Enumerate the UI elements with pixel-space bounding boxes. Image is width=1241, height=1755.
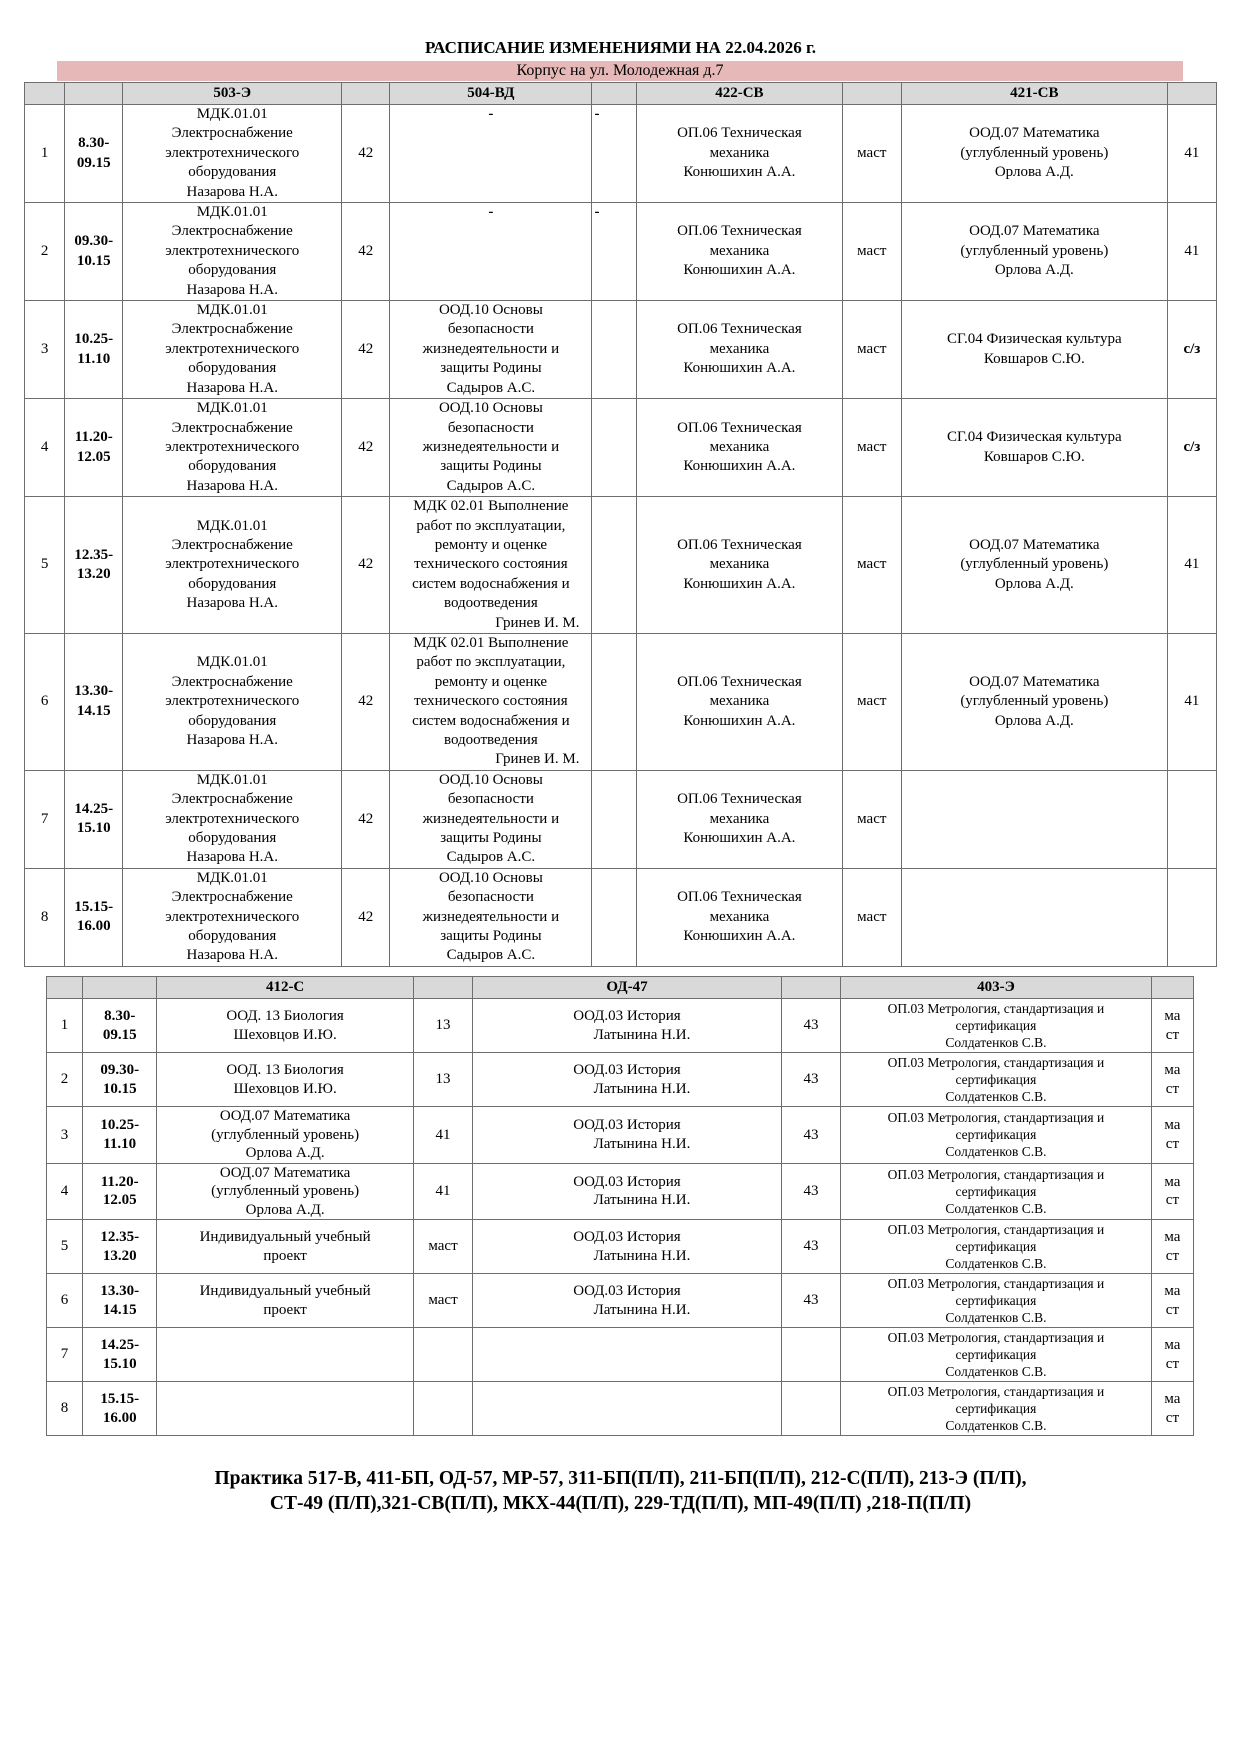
room-cell: 41 [1167,497,1216,634]
lesson-number: 1 [47,999,83,1053]
lesson-cell [841,1053,1152,1107]
table-row [25,105,1217,203]
room-cell [1151,999,1193,1053]
lesson-text: МДК.01.01 Электроснабжение электротехнического оборудования Назарова Н.А. [165,204,300,298]
table-row [47,1274,1194,1328]
lesson-cell [390,399,592,497]
lesson-cell-teacher: Латынина Н.И. [593,1301,691,1318]
lesson-number: 4 [47,1163,83,1220]
lesson-cell [637,301,843,399]
lesson-cell-subject: ООД.03 История [573,1283,681,1299]
practice-line-1: Практика 517-В, 411-БП, ОД-57, МР-57, 311-БП(П/П), 211-БП(П/П), 212-С(П/П), 213-Э (П/П), [214,1468,1027,1489]
lesson-time-text: 09.30- 10.15 [74,233,114,269]
lesson-text: ООД. 13 Биология Шеховцов И.Ю. [226,1062,344,1097]
practice-note [60,1466,1181,1516]
lesson-number: 1 [25,105,65,203]
lesson-cell [123,633,342,770]
lesson-text: ОП.06 Техническая механика Конюшихин А.А. [677,673,802,729]
schedule-table-2 [46,976,1194,1436]
room-cell [592,633,637,770]
lesson-text: ОП.06 Техническая механика Конюшихин А.А. [677,321,802,377]
header-number [47,977,83,999]
lesson-cell-teacher: Латынина Н.И. [593,1192,691,1209]
lesson-time-text: 10.25- 11.10 [74,331,114,367]
room-cell: с/з [1167,399,1216,497]
lesson-cell [473,1053,782,1107]
lesson-cell-teacher: Гринев И. М. [495,751,580,768]
table-row [25,633,1217,770]
lesson-text: МДК.01.01 Электроснабжение электротехнического оборудования Назарова Н.А. [165,869,300,964]
table-header-row [47,977,1194,999]
lesson-cell [390,497,592,634]
lesson-cell-teacher: Латынина Н.И. [593,1135,691,1152]
lesson-cell [841,1163,1152,1220]
table-row [25,868,1217,966]
lesson-cell [390,301,592,399]
lesson-time [83,1163,157,1220]
lesson-time [65,633,123,770]
lesson-time [65,868,123,966]
lesson-text: ООД.07 Математика (углубленный уровень) Орлова А.Д. [960,223,1109,279]
lesson-number: 6 [47,1274,83,1328]
lesson-cell [637,497,843,634]
lesson-text: ОП.03 Метрология, стандартизация и сертификация Солдатенков С.В. [887,1055,1105,1104]
room-text: ма ст [1164,1173,1181,1209]
lesson-cell [901,301,1167,399]
lesson-text: ОП.03 Метрология, стандартизация и сертификация Солдатенков С.В. [887,1384,1105,1433]
room-cell: 13 [413,999,472,1053]
header-room [1167,83,1216,105]
lesson-text: ООД. 13 Биология Шеховцов И.Ю. [226,1008,344,1043]
lesson-number: 7 [25,770,65,868]
header-number [25,83,65,105]
lesson-time [83,1107,157,1164]
room-cell: маст [413,1220,472,1274]
lesson-time-text: 09.30- 10.15 [100,1062,140,1097]
lesson-text: МДК.01.01 Электроснабжение электротехнического оборудования Назарова Н.А. [165,400,300,494]
lesson-cell-teacher: Латынина Н.И. [593,1247,691,1264]
room-cell: 42 [342,497,390,634]
lesson-cell [637,203,843,301]
lesson-text: СГ.04 Физическая культура Ковшаров С.Ю. [947,331,1122,367]
lesson-cell [901,399,1167,497]
table-row [47,999,1194,1053]
lesson-number: 2 [25,203,65,301]
lesson-number: 2 [47,1053,83,1107]
lesson-time [65,497,123,634]
lesson-number: 5 [25,497,65,634]
lesson-text: ОП.03 Метрология, стандартизация и сертификация Солдатенков С.В. [887,1276,1105,1325]
room-cell [592,399,637,497]
lesson-text: ООД.07 Математика (углубленный уровень) Орлова А.Д. [960,125,1109,181]
table-row [47,1328,1194,1382]
lesson-cell [157,999,414,1053]
lesson-cell [473,1163,782,1220]
room-cell: - [592,203,637,301]
header-group: 503-Э [123,83,342,105]
lesson-cell-subject: МДК 02.01 Выполнение работ по эксплуатации, ремонту и оценке технического состояния систем водоснабжения и водоотведения [412,498,570,612]
lesson-text: ОП.06 Техническая механика Конюшихин А.А. [677,223,802,279]
room-cell [781,1382,840,1436]
lesson-number: 3 [47,1107,83,1164]
lesson-cell-subject: ООД.03 История [573,1062,681,1078]
lesson-cell [123,203,342,301]
room-cell [1151,1163,1193,1220]
lesson-cell [637,105,843,203]
lesson-text: ООД.07 Математика (углубленный уровень) Орлова А.Д. [960,673,1109,729]
lesson-cell [901,105,1167,203]
lesson-cell [637,868,843,966]
lesson-cell [901,770,1167,868]
room-text: ма ст [1164,1229,1181,1264]
table-row [47,1107,1194,1164]
lesson-cell-subject: ООД.03 История [573,1117,681,1134]
room-cell [592,301,637,399]
lesson-text: - [488,204,494,221]
lesson-time [83,1274,157,1328]
room-cell [1167,770,1216,868]
lesson-text: ОП.06 Техническая механика Конюшихин А.А. [677,791,802,847]
room-cell: 41 [1167,105,1216,203]
room-cell: 41 [413,1107,472,1164]
lesson-cell [390,868,592,966]
room-cell: 43 [781,1163,840,1220]
lesson-time [65,301,123,399]
lesson-time [83,999,157,1053]
room-cell [592,770,637,868]
lesson-text: МДК.01.01 Электроснабжение электротехнического оборудования Назарова Н.А. [165,106,300,200]
lesson-text: ОП.06 Техническая механика Конюшихин А.А. [677,536,802,592]
room-cell [413,1328,472,1382]
lesson-cell [157,1053,414,1107]
room-cell: 43 [781,1220,840,1274]
lesson-time [65,203,123,301]
lesson-cell [157,1328,414,1382]
lesson-cell [157,1274,414,1328]
lesson-cell [123,399,342,497]
lesson-cell [390,203,592,301]
table-header-row [25,83,1217,105]
lesson-cell [157,1220,414,1274]
lesson-text: ООД.07 Математика (углубленный уровень) Орлова А.Д. [211,1108,360,1161]
lesson-cell [841,1274,1152,1328]
lesson-cell [390,633,592,770]
room-cell: маст [842,203,901,301]
lesson-time [83,1220,157,1274]
lesson-number: 8 [47,1382,83,1436]
lesson-cell [123,770,342,868]
lesson-number: 8 [25,868,65,966]
room-cell: маст [842,770,901,868]
header-group: 421-СВ [901,83,1167,105]
room-cell [413,1382,472,1436]
lesson-text: ООД.10 Основы безопасности жизнедеятельности и защиты Родины Садыров А.С. [422,771,560,866]
lesson-cell [123,497,342,634]
lesson-cell [841,1107,1152,1164]
table-row [25,399,1217,497]
lesson-number: 4 [25,399,65,497]
lesson-time-text: 14.25- 15.10 [100,1337,140,1372]
lesson-cell [637,633,843,770]
room-cell: маст [842,633,901,770]
lesson-cell [637,770,843,868]
lesson-number: 6 [25,633,65,770]
lesson-text: ОП.06 Техническая механика Конюшихин А.А. [677,419,802,475]
lesson-text: СГ.04 Физическая культура Ковшаров С.Ю. [947,429,1122,465]
header-group: ОД-47 [473,977,782,999]
lesson-cell [473,1274,782,1328]
lesson-cell [473,1382,782,1436]
room-cell: маст [842,105,901,203]
campus-banner: Корпус на ул. Молодежная д.7 [57,61,1183,81]
lesson-text: ОП.03 Метрология, стандартизация и сертификация Солдатенков С.В. [887,1001,1105,1050]
header-time [65,83,123,105]
lesson-cell [901,868,1167,966]
room-cell [781,1328,840,1382]
lesson-text: МДК.01.01 Электроснабжение электротехнического оборудования Назарова Н.А. [165,771,300,866]
room-text: ма ст [1164,1337,1181,1372]
room-cell: 42 [342,399,390,497]
lesson-cell [637,399,843,497]
room-cell: 42 [342,105,390,203]
lesson-cell-subject: ООД.03 История [573,1229,681,1245]
room-cell: 43 [781,999,840,1053]
lesson-time-text: 8.30- 09.15 [102,1008,137,1043]
lesson-text: ОП.03 Метрология, стандартизация и сертификация Солдатенков С.В. [887,1330,1105,1379]
lesson-time-text: 8.30- 09.15 [76,135,111,171]
room-cell: маст [842,301,901,399]
lesson-text: ОП.06 Техническая механика Конюшихин А.А. [677,125,802,181]
room-cell: маст [842,497,901,634]
room-cell [1151,1107,1193,1164]
lesson-cell-subject: ООД.03 История [573,1008,681,1024]
lesson-time-text: 14.25- 15.10 [74,800,114,837]
room-cell: 42 [342,301,390,399]
lesson-cell [473,999,782,1053]
table-row [25,203,1217,301]
table-row [47,1382,1194,1436]
lesson-cell [157,1382,414,1436]
room-cell: с/з [1167,301,1216,399]
lesson-text: Индивидуальный учебный проект [199,1229,371,1264]
lesson-text: ООД.07 Математика (углубленный уровень) Орлова А.Д. [960,536,1109,592]
room-cell: 43 [781,1107,840,1164]
lesson-time-text: 11.20- 12.05 [100,1173,139,1209]
lesson-cell [841,1328,1152,1382]
room-cell: маст [842,868,901,966]
room-cell [1151,1382,1193,1436]
lesson-text: - [488,106,494,122]
lesson-time-text: 15.15- 16.00 [100,1391,140,1426]
room-cell: 41 [413,1163,472,1220]
lesson-time-text: 11.20- 12.05 [74,429,113,465]
header-room [842,83,901,105]
table-row [25,497,1217,634]
lesson-text: ООД.07 Математика (углубленный уровень) Орлова А.Д. [211,1164,360,1218]
lesson-cell [123,868,342,966]
room-cell: 42 [342,203,390,301]
lesson-cell [473,1220,782,1274]
lesson-text: ООД.10 Основы безопасности жизнедеятельности и защиты Родины Садыров А.С. [422,400,560,494]
lesson-cell [157,1163,414,1220]
lesson-text: ОП.03 Метрология, стандартизация и сертификация Солдатенков С.В. [887,1110,1105,1160]
lesson-number: 3 [25,301,65,399]
lesson-time [65,770,123,868]
lesson-cell-teacher: Гринев И. М. [495,614,580,631]
page-title: РАСПИСАНИЕ ИЗМЕНЕНИЯМИ НА 22.04.2026 г. [424,38,817,57]
lesson-time-text: 10.25- 11.10 [100,1117,140,1152]
room-cell: 42 [342,633,390,770]
lesson-text: МДК.01.01 Электроснабжение электротехнического оборудования Назарова Н.А. [165,654,300,748]
lesson-cell [157,1107,414,1164]
room-cell: 43 [781,1274,840,1328]
lesson-cell [841,1382,1152,1436]
room-text: ма ст [1164,1283,1181,1318]
room-text: ма ст [1164,1391,1181,1426]
room-cell [1151,1053,1193,1107]
header-room [592,83,637,105]
lesson-time-text: 15.15- 16.00 [74,898,114,935]
lesson-text: ОП.03 Метрология, стандартизация и сертификация Солдатенков С.В. [887,1166,1105,1216]
header-group: 412-С [157,977,414,999]
lesson-text: МДК.01.01 Электроснабжение электротехнического оборудования Назарова Н.А. [165,517,300,612]
lesson-cell [123,105,342,203]
lesson-cell-subject: ООД.03 История [573,1173,681,1190]
header-room [781,977,840,999]
lesson-time [83,1382,157,1436]
lesson-time [83,1328,157,1382]
header-room [342,83,390,105]
header-group: 422-СВ [637,83,843,105]
table-row [25,770,1217,868]
lesson-cell [841,1220,1152,1274]
room-cell: 41 [1167,203,1216,301]
schedule-table-1 [24,82,1217,967]
header-group: 504-ВД [390,83,592,105]
lesson-text: МДК.01.01 Электроснабжение электротехнического оборудования Назарова Н.А. [165,302,300,396]
practice-line-2: СТ-49 (П/П),321-СВ(П/П), МКХ-44(П/П), 229-ТД(П/П), МП-49(П/П) ,218-П(П/П) [269,1493,972,1514]
lesson-cell [901,497,1167,634]
room-cell [1151,1274,1193,1328]
room-cell: 13 [413,1053,472,1107]
lesson-cell-subject: МДК 02.01 Выполнение работ по эксплуатации, ремонту и оценке технического состояния систем водоснабжения и водоотведения [412,634,570,748]
lesson-cell [473,1328,782,1382]
lesson-text: ОП.03 Метрология, стандартизация и сертификация Солдатенков С.В. [887,1222,1105,1271]
lesson-time [65,105,123,203]
lesson-cell-teacher: Латынина Н.И. [593,1026,691,1043]
lesson-cell [901,203,1167,301]
lesson-time-text: 12.35- 13.20 [74,546,114,583]
header-time [83,977,157,999]
room-cell: 43 [781,1053,840,1107]
lesson-time [83,1053,157,1107]
room-cell [1151,1328,1193,1382]
lesson-cell [390,770,592,868]
room-text: ма ст [1164,1008,1181,1043]
room-cell: 41 [1167,633,1216,770]
lesson-text: ООД.10 Основы безопасности жизнедеятельности и защиты Родины Садыров А.С. [422,869,560,964]
lesson-cell [123,301,342,399]
room-cell: 42 [342,868,390,966]
table-row [47,1220,1194,1274]
lesson-cell [901,633,1167,770]
room-cell [1167,868,1216,966]
room-cell: - [592,105,637,203]
table-row [25,301,1217,399]
table-row [47,1163,1194,1220]
room-cell: маст [413,1274,472,1328]
lesson-time-text: 13.30- 14.15 [74,683,114,719]
lesson-time [65,399,123,497]
lesson-text: ООД.10 Основы безопасности жизнедеятельности и защиты Родины Садыров А.С. [422,302,560,396]
room-cell: 42 [342,770,390,868]
room-cell [592,868,637,966]
room-text: ма ст [1164,1062,1181,1097]
room-text: ма ст [1164,1117,1181,1152]
room-cell: маст [842,399,901,497]
header-room [413,977,472,999]
lesson-text: ОП.06 Техническая механика Конюшихин А.А. [677,889,802,945]
lesson-time-text: 12.35- 13.20 [100,1229,140,1264]
lesson-cell [841,999,1152,1053]
lesson-cell [473,1107,782,1164]
lesson-number: 7 [47,1328,83,1382]
lesson-cell [390,105,592,203]
room-cell [592,497,637,634]
header-group: 403-Э [841,977,1152,999]
lesson-text: Индивидуальный учебный проект [199,1283,371,1318]
header-room [1151,977,1193,999]
table-row [47,1053,1194,1107]
room-cell [1151,1220,1193,1274]
lesson-time-text: 13.30- 14.15 [100,1283,140,1318]
lesson-cell-teacher: Латынина Н.И. [593,1080,691,1097]
lesson-number: 5 [47,1220,83,1274]
